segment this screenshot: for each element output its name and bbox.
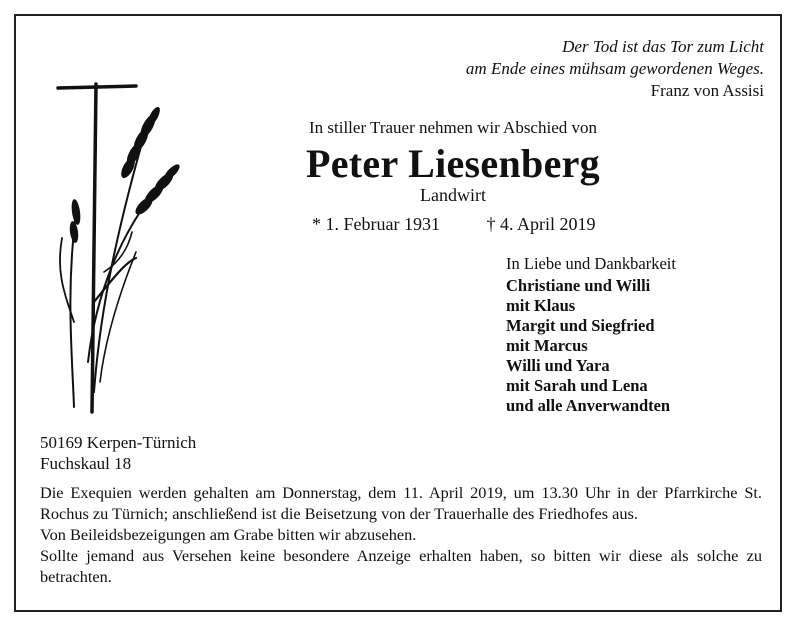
notice-paragraph: Sollte jemand aus Versehen keine besondere Anzeige erhalten haben, so bitten wir diese als solche zu betrachten. [40,546,762,586]
life-dates [312,214,596,235]
family-member: Christiane und Willi [506,276,651,295]
family-lead: In Liebe und Dankbarkeit [506,254,676,273]
birth-date: * 1. Februar 1931 [312,214,440,234]
quote-block [466,36,764,102]
family-member: Willi und Yara [506,356,610,375]
service-notice [40,482,762,587]
deceased-profession: Landwirt [420,185,486,205]
quote-line: Der Tod ist das Tor zum Licht [562,37,764,56]
address-block [40,432,196,474]
family-block [506,254,676,416]
address-street: Fuchskaul 18 [40,454,132,473]
family-member: mit Marcus [506,336,588,355]
cross-with-wheat-icon [44,62,194,414]
quote-author: Franz von Assisi [650,81,764,100]
intro-text: In stiller Trauer nehmen wir Abschied von [308,118,597,137]
family-member: mit Klaus [506,296,576,315]
family-member: mit Sarah und Lena [506,376,648,395]
quote-line: am Ende eines mühsam gewordenen Weges. [465,59,764,78]
address-city: 50169 Kerpen-Türnich [40,433,197,452]
family-member: Margit und Siegfried [506,316,655,335]
family-member: und alle Anverwandten [506,396,671,415]
notice-paragraph: Von Beileidsbezeigungen am Grabe bitten wir abzusehen. [40,525,417,544]
notice-paragraph: Die Exequien werden gehalten am Donnerstag, dem 11. April 2019, um 13.30 Uhr in der Pfarrkirche St. Rochus zu Türnich; anschließend ist die Beisetzung von der Trauerhalle des Friedhofes aus. [40,483,762,523]
death-date: † 4. April 2019 [486,214,596,234]
deceased-name: Peter Liesenberg [306,141,600,186]
